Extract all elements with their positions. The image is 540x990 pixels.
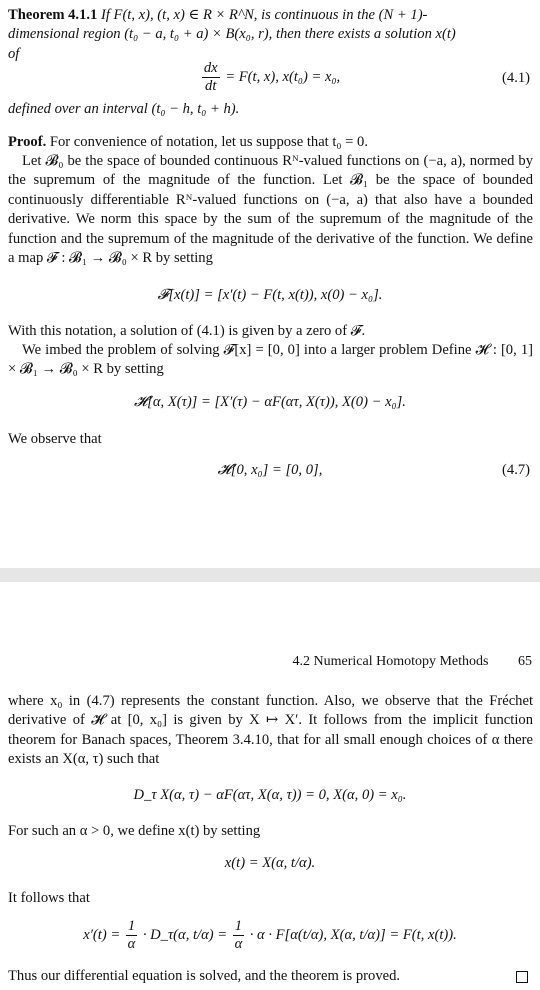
observe-text: We observe that <box>8 431 102 447</box>
equation-number-4-7: (4.7) <box>502 462 530 478</box>
proof-first-line <box>8 133 533 152</box>
equation-final-middle: · D_τ(α, t/α) = <box>142 926 228 943</box>
header-page-number: 65 <box>518 654 532 669</box>
page-two <box>0 582 540 990</box>
equation-map-h-text: 𝓗[α, X(τ)] = [X′(τ) − αF(ατ, X(τ)), X(0) − x₀]. <box>134 394 406 410</box>
equation-4-7-text: 𝓗[0, x₀] = [0, 0], <box>217 462 323 478</box>
definition-sentence: For such an α > 0, we define x(t) by setting <box>8 823 261 839</box>
equation-map-f-text: 𝓕[x(t)] = [x′(t) − F(t, x(t)), x(0) − x₀]. <box>157 287 383 303</box>
fraction-one-over-alpha-first <box>126 918 137 953</box>
equation-number-4-1: (4.1) <box>502 70 530 86</box>
equation-final <box>0 918 540 953</box>
equation-derivative <box>0 786 540 805</box>
equation-map-f <box>0 286 540 305</box>
theorem-line-3: of <box>8 45 20 62</box>
qed-square-icon <box>516 971 528 983</box>
theorem-statement <box>8 6 533 64</box>
dx-dt-fraction <box>202 60 220 95</box>
theorem-line-1: If F(t, x), (t, x) ∈ R × R^N, is continuous in the (N + 1)- <box>100 7 428 23</box>
equation-4-1-rest: = F(t, x), x(t₀) = x₀, <box>225 68 341 85</box>
running-header <box>293 652 532 671</box>
conclusion-sentence: Thus our differential equation is solved, and the theorem is proved. <box>8 968 401 984</box>
page-separator <box>0 568 540 582</box>
fraction-numerator: dx <box>203 60 218 76</box>
fraction-numerator: 1 <box>127 918 136 934</box>
proof-label: Proof. <box>8 134 47 150</box>
fraction-denominator: α <box>234 936 243 952</box>
equation-x-definition <box>0 854 540 873</box>
equation-4-1 <box>0 60 540 95</box>
fraction-one-over-alpha-second <box>233 918 244 953</box>
equation-final-rhs: · α · F[α(t/α), X(α, t/α)] = F(t, x(t)). <box>249 926 457 943</box>
equation-4-7 <box>0 461 540 480</box>
equation-x-definition-text: x(t) = X(α, t/α). <box>224 855 316 871</box>
it-follows-text: It follows that <box>8 890 90 906</box>
proof-paragraph-spaces: Let 𝓑₀ be the space of bounded continuous Rᴺ-valued functions on (−a, a), normed by the supremum of the magnitude of the function. Let 𝓑₁ be the space of bounded continuously differentiable Rᴺ-valued functions on (−a, a) that also have a bounded derivative. We norm this space by the sum of the supremum of the magnitude of the function and the supremum of the magnitude of the derivative of the function. We define a map 𝓕 : 𝓑₁ → 𝓑₀ × R by setting <box>8 153 533 267</box>
equation-map-h <box>0 393 540 412</box>
theorem-label: Theorem 4.1.1 <box>8 7 98 23</box>
equation-final-lhs: x′(t) = <box>83 926 121 943</box>
continuation-paragraph: where x₀ in (4.7) represents the constant function. Also, we observe that the Fréchet derivative of 𝓗 at [0, x₀] is given by X ↦ X′. It follows from the implicit function theorem for Banach spaces, Theorem 3.4.10, that for all small enough choices of α there exists an X(α, τ) such that <box>8 693 533 768</box>
theorem-interval: defined over an interval (t₀ − h, t₀ + h). <box>8 101 240 117</box>
theorem-line-2: dimensional region (t₀ − a, t₀ + a) × B(x₀, r), then there exists a solution x(t) <box>8 26 456 43</box>
proof-paragraph-zero: With this notation, a solution of (4.1) is given by a zero of 𝓕. <box>8 323 366 339</box>
fraction-denominator: α <box>127 936 136 952</box>
fraction-numerator: 1 <box>234 918 243 934</box>
proof-opening: For convenience of notation, let us suppose that t₀ = 0. <box>49 134 368 150</box>
header-section-title: 4.2 Numerical Homotopy Methods <box>292 654 489 669</box>
fraction-denominator: dt <box>205 78 217 94</box>
equation-derivative-text: D_τ X(α, τ) − αF(ατ, X(α, τ)) = 0, X(α, 0) = x₀. <box>133 787 407 803</box>
proof-paragraph-imbed: We imbed the problem of solving 𝓕[x] = [0, 0] into a larger problem Define 𝓗 : [0, 1] × 𝓑₁ → 𝓑₀ × R by setting <box>8 342 533 378</box>
